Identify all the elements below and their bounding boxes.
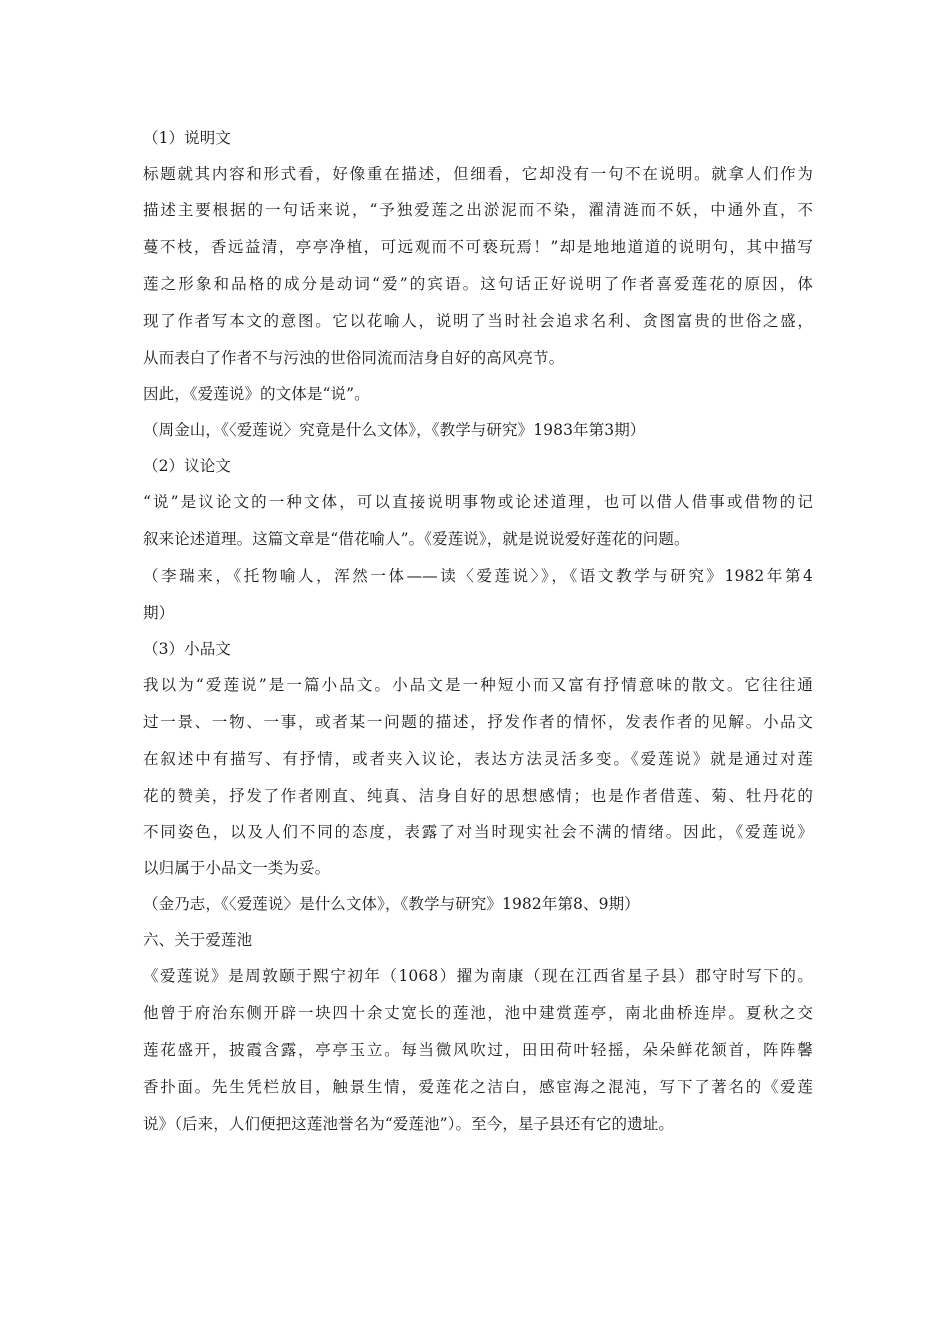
paragraph-line: 他曾于府治东侧开辟一块四十余丈宽长的莲池，池中建赏莲亭，南北曲桥连岸。夏秋之交: [143, 1004, 813, 1022]
paragraph-line: 现了作者写本文的意图。它以花喻人，说明了当时社会追求名利、贪图富贵的世俗之盛，: [143, 312, 813, 330]
section-heading-lotus-pond: 六、关于爱莲池: [143, 931, 253, 949]
paragraph-line: 在叙述中有描写、有抒情，或者夹入议论，表达方法灵活多变。《爱莲说》就是通过对莲: [143, 750, 813, 768]
citation-line: （金乃志，《〈爱莲说〉是什么文体》，《教学与研究》1982年第8、9期）: [143, 895, 640, 913]
paragraph-line: 我以为“爱莲说”是一篇小品文。小品文是一种短小而又富有抒情意味的散文。它往往通: [143, 676, 813, 694]
paragraph-line: 描述主要根据的一句话来说，“予独爱莲之出淤泥而不染，濯清涟而不妖，中通外直，不: [143, 201, 813, 219]
paragraph-line: “说”是议论文的一种文体，可以直接说明事物或论述道理，也可以借人借事或借物的记: [143, 493, 813, 511]
citation-line: 期）: [143, 604, 175, 622]
section-heading-expository: （1）说明文: [143, 129, 231, 147]
citation-line: （李瑞来，《托物喻人，浑然一体——读〈爱莲说〉》，《语文教学与研究》1982年第4: [143, 567, 813, 585]
section-heading-argumentative: （2）议论文: [143, 457, 231, 475]
paragraph-line: 花的赞美，抒发了作者刚直、纯真、洁身自好的思想感情；也是作者借莲、菊、牡丹花的: [143, 787, 813, 805]
paragraph-line: 说》（后来，人们便把这莲池誉名为“爱莲池”）。至今，星子县还有它的遗址。: [143, 1115, 674, 1133]
paragraph-line: 蔓不枝，香远益清，亭亭净植，可远观而不可亵玩焉！”却是地地道道的说明句，其中描写: [143, 238, 813, 256]
paragraph-line: 莲之形象和品格的成分是动词“爱”的宾语。这句话正好说明了作者喜爱莲花的原因，体: [143, 275, 813, 293]
paragraph-line: 从而表白了作者不与污浊的世俗同流而洁身自好的高风亮节。: [143, 349, 565, 367]
paragraph-line: 标题就其内容和形式看，好像重在描述，但细看，它却没有一句不在说明。就拿人们作为: [143, 165, 813, 183]
paragraph-line: 莲花盛开，披霞含露，亭亭玉立。每当微风吹过，田田荷叶轻摇，朵朵鲜花颔首，阵阵馨: [143, 1041, 813, 1059]
paragraph-line: 不同姿色，以及人们不同的态度，表露了对当时现实社会不满的情绪。因此，《爱莲说》: [143, 823, 813, 841]
paragraph-line: 过一景、一物、一事，或者某一问题的描述，抒发作者的情怀，发表作者的见解。小品文: [143, 713, 813, 731]
section-heading-essay: （3）小品文: [143, 640, 231, 658]
paragraph-line: 叙来论述道理。这篇文章是“借花喻人”。《爱莲说》，就是说说爱好莲花的问题。: [143, 530, 690, 548]
paragraph-line: 《爱莲说》是周敦颐于熙宁初年（1068）擢为南康（现在江西省星子县）郡守时写下的。: [143, 967, 813, 985]
paragraph-line: 香扑面。先生凭栏放目，触景生情，爱莲花之洁白，感宦海之混沌，写下了著名的《爱莲: [143, 1078, 813, 1096]
paragraph-line: 以归属于小品文一类为妥。: [143, 859, 331, 877]
citation-line: （周金山，《〈爱莲说〉究竟是什么文体》，《教学与研究》1983年第3期）: [143, 421, 646, 439]
conclusion-line: 因此，《爱莲说》的文体是“说”。: [143, 385, 370, 403]
